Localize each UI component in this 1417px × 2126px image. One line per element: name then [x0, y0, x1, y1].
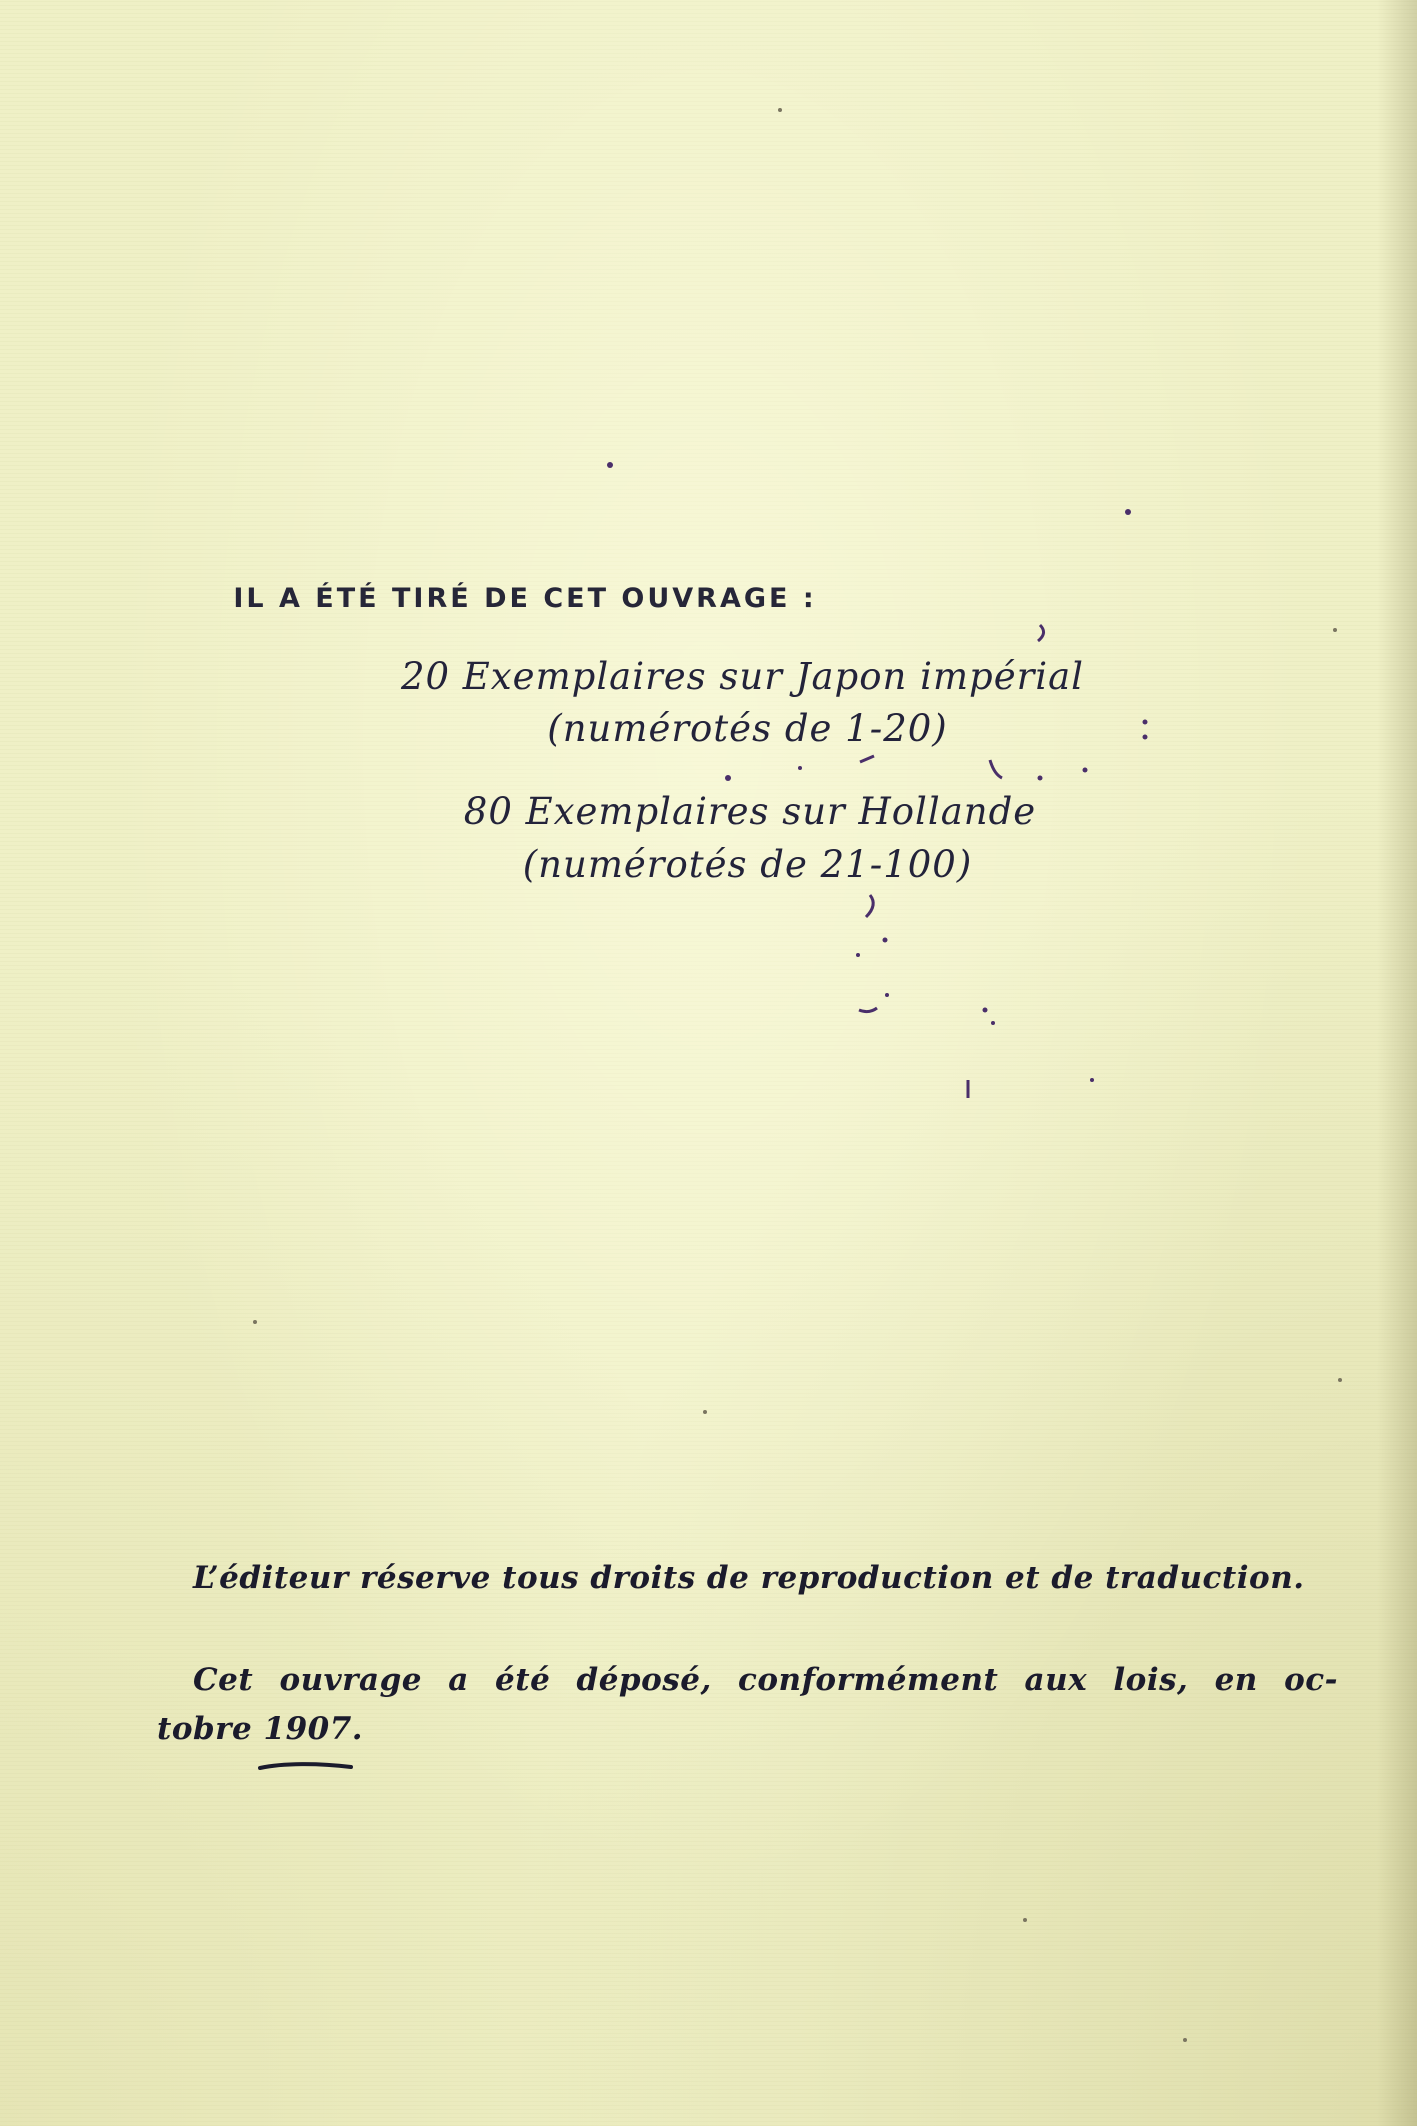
deposit-notice-line2: tobre 1907.	[157, 1711, 364, 1747]
print-run-heading: IL A ÉTÉ TIRÉ DE CET OUVRAGE :	[233, 583, 817, 614]
edition-hollande: 80 Exemplaires sur Hollande	[463, 790, 1037, 833]
edition-japon: 20 Exemplaires sur Japon impérial	[400, 655, 1085, 698]
edition-hollande-numbering: (numérotés de 21-100)	[522, 843, 973, 886]
edition-japon-numbering: (numérotés de 1-20)	[547, 707, 948, 750]
rights-notice: L’éditeur réserve tous droits de reproduction et de traduction.	[193, 1560, 1305, 1596]
deposit-notice-line1: Cet ouvrage a été déposé, conformément aux lois, en oc-	[193, 1662, 1338, 1698]
